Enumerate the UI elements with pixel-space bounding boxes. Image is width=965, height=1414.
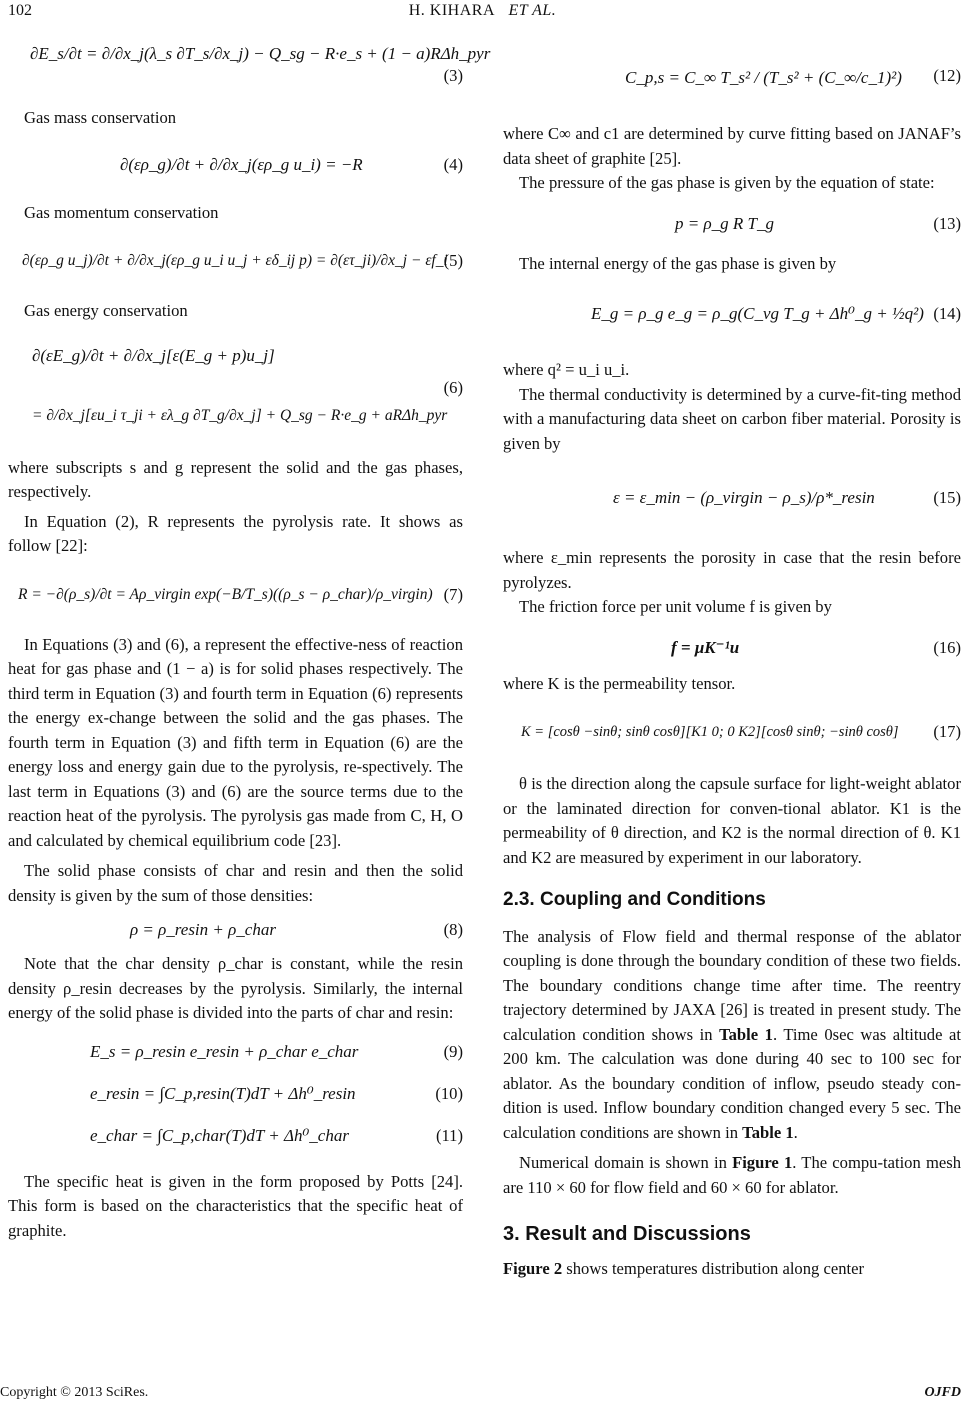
paragraph: where subscripts s and g represent the solid and the gas phases, respectively. [8, 457, 463, 501]
equation-10: e_resin = ∫C_p,resin(T)dT + Δh⁰_resin (10) [90, 1083, 463, 1103]
equation-15: ε = ε_min − (ρ_virgin − ρ_s)/ρ*_resin (15) [613, 488, 961, 507]
equation-14: E_g = ρ_g e_g = ρ_g(C_vg T_g + Δh⁰_g + ½q²) (14) [591, 304, 961, 323]
paragraph: The analysis of Flow field and thermal response of the ablator coupling is done through the boundary condition of these two fields. The boundary conditions change time after time. The reentry trajectory determined by JAXA [26] is treated in present study. The calculation condition shows in Table 1. Time 0sec was altitude at 200 km. The calculation was done during 40 sec to 100 sec for ablator. As the boundary condition of inflow, pseudo steady con-dition is used. Inflow boundary condition changed every 5 sec. The calculation conditions are shown in Table 1. [503, 926, 961, 1142]
equation-7: R = −∂(ρ_s)/∂t = Aρ_virgin exp(−B/T_s)((ρ_s − ρ_char)/ρ_virgin) (7) [18, 584, 463, 604]
paragraph: Note that the char density ρ_char is constant, while the resin density ρ_resin decreases by the pyrolysis. Similarly, the internal energy of the solid phase is divided into the parts of char and resin: [8, 954, 463, 1022]
equation-5: ∂(ερ_g u_j)/∂t + ∂/∂x_j(ερ_g u_i u_j + εδ_ij p) = ∂(ετ_ji)/∂x_j − εf_i (5) [22, 251, 463, 270]
paragraph: where q² = u_i u_i. [503, 360, 630, 379]
paragraph: The thermal conductivity is determined by a curve-fit-ting method with a manufacturing data sheet on carbon fiber material. Porosity is given by [503, 384, 961, 453]
section-heading: 3. Result and Discussions [503, 1223, 751, 1245]
journal-abbrev: OJFD [924, 1385, 961, 1400]
paragraph: where ε_min represents the porosity in case that the resin before pyrolyzes. [503, 548, 961, 592]
equation-12: C_p,s = C_∞ T_s² / (T_s² + (C_∞/c_1)²) (12) [625, 66, 961, 87]
section-heading: 2.3. Coupling and Conditions [503, 889, 766, 910]
paragraph: Figure 2 shows temperatures distribution along center [503, 1258, 864, 1278]
paragraph: θ is the direction along the capsule surface for light-weight ablator or the laminated direction for conven-tional ablator. K1 is the permeability of θ direction, and K2 is the normal direction of θ. K1 and K2 are measured by experiment in our laboratory. [503, 774, 961, 867]
paragraph: Gas energy conservation [24, 301, 188, 320]
paragraph: In Equation (2), R represents the pyrolysis rate. It shows as follow [22]: [8, 511, 463, 555]
equation-6: ∂(εE_g)/∂t + ∂/∂x_j[ε(E_g + p)u_j] = ∂/∂x_j[εu_i τ_ji + ελ_g ∂T_g/∂x_j] + Q_sg − R·e_g + aRΔh_pyr (6) [32, 345, 463, 424]
equation-16: f = μK⁻¹u (16) [671, 637, 961, 657]
equation-4: ∂(ερ_g)/∂t + ∂/∂x_j(ερ_g u_i) = −R (4) [120, 154, 463, 174]
page-number: 102 [8, 2, 32, 19]
equation-11: e_char = ∫C_p,char(T)dT + Δh⁰_char (11) [90, 1125, 463, 1145]
paragraph: The internal energy of the gas phase is given by [519, 253, 837, 273]
equation-8: ρ = ρ_resin + ρ_char (8) [130, 920, 463, 939]
equation-9: E_s = ρ_resin e_resin + ρ_char e_char (9) [90, 1041, 463, 1061]
copyright: Copyright © 2013 SciRes. [0, 1385, 149, 1400]
paragraph: The specific heat is given in the form proposed by Potts [24]. This form is based on the characteristics that the specific heat of graphite. [8, 1171, 463, 1240]
equation-17: K = [cosθ −sinθ; sinθ cosθ][K1 0; 0 K2][cosθ sinθ; −sinθ cosθ] (17) [521, 722, 961, 741]
equation-13: p = ρ_g R T_g (13) [675, 213, 961, 233]
running-header [0, 2, 965, 24]
paragraph: In Equations (3) and (6), a represent the effective-ness of reaction heat for gas phase and (1 − a) is for solid phases respectively. The third term in Equation (3) and fourth term in Equation (6) represents the energy ex-change between the solid and the gas phases. The fourth term in Equation (3) and fifth term in Equation (6) are the energy loss and energy gain due to the pyrolysis, re-spectively. The last term in Equations (3) and (6) are the source terms due to the reaction heat of the pyrolysis. The pyrolysis gas made from C, H, O and calculated by chemical equilibrium code [23]. [8, 634, 463, 850]
paragraph: where C∞ and c1 are determined by curve fitting based on JANAF’s data sheet of graphite [25]. [503, 124, 961, 168]
paragraph: The solid phase consists of char and resin and then the solid density is given by the sum of those densities: [8, 861, 463, 905]
running-head: H. KIHARA ET AL. [408, 2, 557, 19]
paragraph: Numerical domain is shown in Figure 1. The compu-tation mesh are 110 × 60 for flow field and 60 × 60 for ablator. [503, 1153, 961, 1197]
paragraph: where K is the permeability tensor. [503, 673, 736, 693]
paragraph: Gas mass conservation [24, 108, 177, 127]
paragraph: Gas momentum conservation [24, 202, 219, 222]
equation-3: ∂E_s/∂t = ∂/∂x_j(λ_s ∂T_s/∂x_j) − Q_sg − R·e_s + (1 − a)RΔh_pyr (3) [30, 44, 491, 85]
left-column [8, 40, 491, 1243]
right-column [503, 40, 961, 1281]
paragraph: The friction force per unit volume f is given by [519, 597, 832, 616]
paragraph: The pressure of the gas phase is given by the equation of state: [519, 173, 935, 192]
